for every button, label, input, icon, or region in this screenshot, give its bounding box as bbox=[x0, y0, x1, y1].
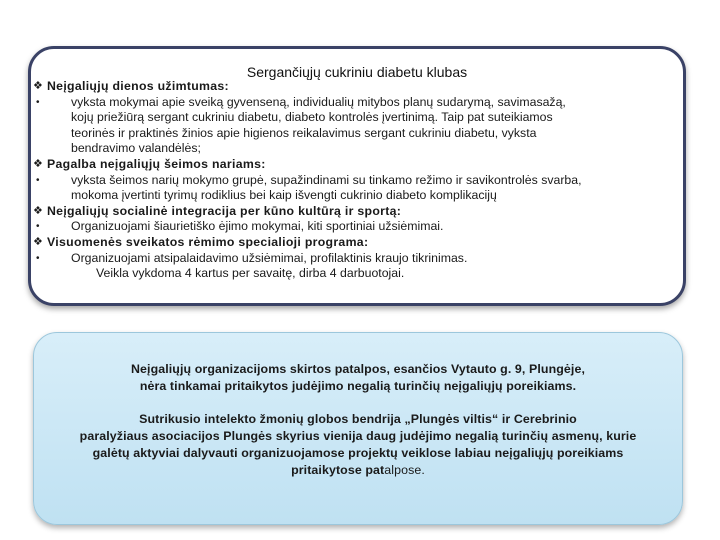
text-line: Organizuojami šiaurietiško ėjimo mokymai, kiti sportiniai užsiėmimai. bbox=[71, 219, 444, 234]
section-heading-health-program: ❖ Visuomenės sveikatos rėmimo specialioji programa: bbox=[33, 234, 369, 249]
text-line: Neįgaliųjų organizacijoms skirtos patalpos, esančios Vytauto g. 9, Plungėje, bbox=[130, 362, 585, 376]
text-line: kojų priežiūrą sergant cukriniu diabetu, diabeto kontrolės įvertinimą. Taip pat suteikiamos bbox=[71, 110, 553, 125]
bullet-icon: • bbox=[36, 174, 40, 186]
list-item-social-integration bbox=[31, 219, 683, 235]
text-line: nėra tinkamai pritaikytos judėjimo negalią turinčių neįgaliųjų poreikiams. bbox=[139, 379, 577, 393]
list-item-daily-activities bbox=[31, 95, 683, 157]
text-line: Sutrikusio intelekto žmonių globos bendrija „Plungės viltis“ ir Cerebrinio bbox=[139, 412, 577, 426]
club-title: Sergančiųjų cukriniu diabetu klubas bbox=[246, 64, 468, 80]
diamond-bullet-icon: ❖ bbox=[33, 204, 44, 217]
club-info-card bbox=[28, 46, 686, 306]
premises-info-card bbox=[33, 332, 683, 525]
section-heading-daily-activities: ❖ Neįgaliųjų dienos užimtumas: bbox=[33, 79, 229, 93]
list-item-family-support bbox=[31, 173, 683, 204]
text-line: galėtų aktyviai dalyvauti organizuojamose projektų veiklose labiau neįgaliųjų poreikiams bbox=[92, 446, 624, 460]
diamond-bullet-icon: ❖ bbox=[33, 80, 44, 92]
text-line: vyksta šeimos narių mokymo grupė, supažindinami su tinkamo režimo ir savikontrolės svarba, bbox=[71, 172, 582, 187]
text-line: vyksta mokymai apie sveiką gyvenseną, individualių mitybos planų sudarymą, savimasažą, bbox=[71, 94, 566, 109]
premises-paragraph-2 bbox=[34, 411, 682, 479]
section-heading-social-integration: ❖ Neįgaliųjų socialinė integracija per kūno kultūrą ir sportą: bbox=[33, 203, 402, 218]
text-line: bendravimo valandėlės; bbox=[71, 141, 201, 156]
diamond-bullet-icon: ❖ bbox=[33, 235, 44, 248]
bullet-icon: • bbox=[36, 252, 40, 264]
text-line: pritaikytose patalpose. bbox=[291, 463, 425, 477]
text-line: Organizuojami atsipalaidavimo užsiėmimai, profilaktinis kraujo tikrinimas. bbox=[71, 250, 468, 265]
bullet-icon: • bbox=[36, 96, 40, 108]
premises-paragraph-1 bbox=[34, 361, 682, 395]
bullet-icon: • bbox=[36, 221, 40, 233]
text-line: paralyžiaus asociacijos Plungės skyrius vienija daug judėjimo negalią turinčių asmenų, kurie bbox=[79, 429, 637, 443]
schedule-note: Veikla vykdoma 4 kartus per savaitę, dirba 4 darbuotojai. bbox=[96, 266, 405, 281]
section-heading-family-support: ❖ Pagalba neįgaliųjų šeimos nariams: bbox=[33, 156, 266, 171]
list-item-health-program bbox=[31, 251, 683, 267]
diamond-bullet-icon: ❖ bbox=[33, 157, 44, 170]
text-line: mokoma įvertinti tyrimų rodiklius bei kaip išvengti cukrinio diabeto komplikacijų bbox=[71, 188, 497, 203]
text-line: teorinės ir praktinės žinios apie higienos reikalavimus sergant cukriniu diabetu, vyksta bbox=[71, 125, 537, 140]
club-content bbox=[31, 79, 683, 282]
